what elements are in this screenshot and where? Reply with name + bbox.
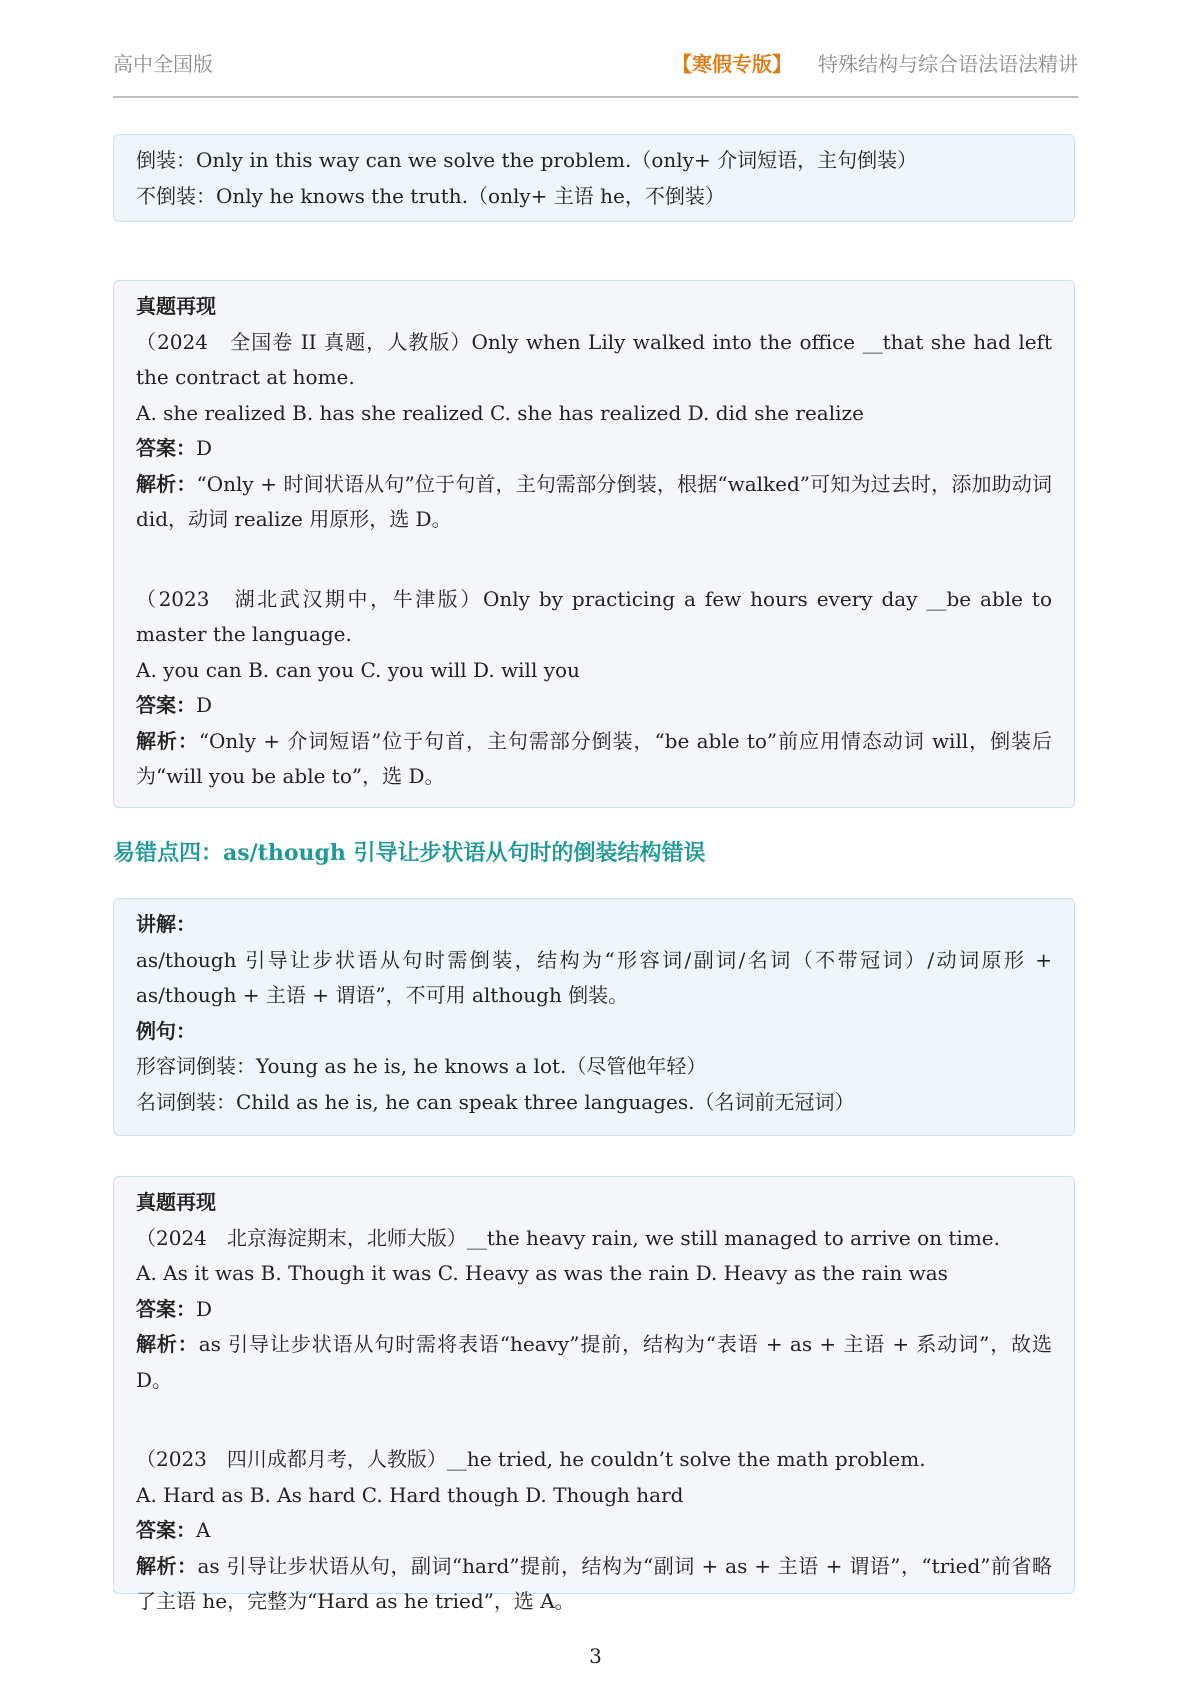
analysis-label: 解析： [136, 471, 197, 496]
example-inversion-line: 倒装：Only in this way can we solve the problem.（only+ 介词短语，主句倒装） [136, 148, 918, 172]
question-stem: （2024 全国卷 II 真题，人教版）Only when Lily walked into the office __that she had left the contract at home. [136, 329, 1052, 389]
explain-label: 讲解： [136, 912, 196, 936]
analysis-text: “Only + 介词短语”位于句首，主句需部分倒装，“be able to”前应用情态动词 will，倒装后为“will you be able to”，选 D。 [136, 728, 1052, 788]
question-stem: （2023 湖北武汉期中，牛津版）Only by practicing a few hours every day __be able to master the language. [136, 586, 1052, 646]
analysis-line [136, 467, 1052, 538]
answer-line [136, 1292, 1052, 1328]
analysis-text: as 引导让步状语从句，副词“hard”提前，结构为“副词 + as + 主语 + 谓语”，“tried”前省略了主语 he，完整为“Hard as he tried”，选 A。 [136, 1553, 1052, 1613]
answer-line [136, 431, 1052, 467]
spacer [136, 1398, 1052, 1442]
analysis-text: “Only + 时间状语从句”位于句首，主句需部分倒装，根据“walked”可知为过去时，添加助动词 did，动词 realize 用原形，选 D。 [136, 471, 1052, 531]
edition-tag: 【寒假专版】 [672, 52, 792, 76]
page-number: 3 [589, 1644, 602, 1668]
example-no-inversion-line: 不倒装：Only he knows the truth.（only+ 主语 he，不倒装） [136, 183, 725, 208]
question-options: A. she realized B. has she realized C. she has realized D. did she realize [136, 400, 864, 425]
exam-heading: 真题再现 [136, 294, 216, 318]
analysis-text: as 引导让步状语从句时需将表语“heavy”提前，结构为“表语 + as + 主语 + 系动词”，故选 D。 [136, 1332, 1052, 1392]
exam-questions-box-1 [113, 280, 1075, 808]
subject-title: 特殊结构与综合语法语法精讲 [818, 52, 1078, 76]
example-line: 名词倒装：Child as he is, he can speak three languages.（名词前无冠词） [136, 1089, 855, 1114]
analysis-line [136, 724, 1052, 795]
answer-value: D [196, 436, 213, 460]
analysis-label: 解析： [136, 728, 199, 753]
answer-value: A [196, 1518, 211, 1542]
answer-line [136, 688, 1052, 724]
section-title: 易错点四：as/though 引导让步状语从句时的倒装结构错误 [113, 840, 706, 866]
exam-questions-box-2 [113, 1176, 1075, 1613]
answer-value: D [196, 1296, 213, 1321]
answer-label: 答案： [136, 436, 196, 460]
explain-text: as/though 引导让步状语从句时需倒装，结构为“形容词/副词/名词（不带冠词）/动词原形 + as/though + 主语 + 谓语”，不可用 although 倒装。 [136, 947, 1052, 1007]
question-options: A. As it was B. Though it was C. Heavy as was the rain D. Heavy as the rain was [136, 1261, 948, 1285]
answer-label: 答案： [136, 693, 196, 717]
question-options: A. you can B. can you C. you will D. will you [136, 657, 580, 682]
explanation-box [113, 898, 1075, 1136]
answer-label: 答案： [136, 1518, 196, 1542]
exam-heading: 真题再现 [136, 1190, 216, 1214]
answer-line [136, 1513, 1052, 1549]
example-label: 例句： [136, 1018, 196, 1043]
analysis-label: 解析： [136, 1553, 198, 1578]
edition-label: 高中全国版 [113, 52, 213, 76]
analysis-line [136, 1327, 1052, 1398]
example-line: 形容词倒装：Young as he is, he knows a lot.（尽管他年轻） [136, 1054, 707, 1078]
header-right [672, 48, 1078, 77]
inversion-example-box [113, 134, 1075, 222]
page-header [113, 40, 1078, 98]
spacer [136, 538, 1052, 582]
question-options: A. Hard as B. As hard C. Hard though D. Though hard [136, 1482, 684, 1507]
answer-label: 答案： [136, 1296, 196, 1321]
answer-value: D [196, 693, 213, 717]
question-stem: （2023 四川成都月考，人教版）__he tried, he couldn’t solve the math problem. [136, 1447, 926, 1471]
question-stem: （2024 北京海淀期末，北师大版）__the heavy rain, we still managed to arrive on time. [136, 1225, 1000, 1250]
analysis-line [136, 1549, 1052, 1620]
analysis-label: 解析： [136, 1332, 199, 1356]
